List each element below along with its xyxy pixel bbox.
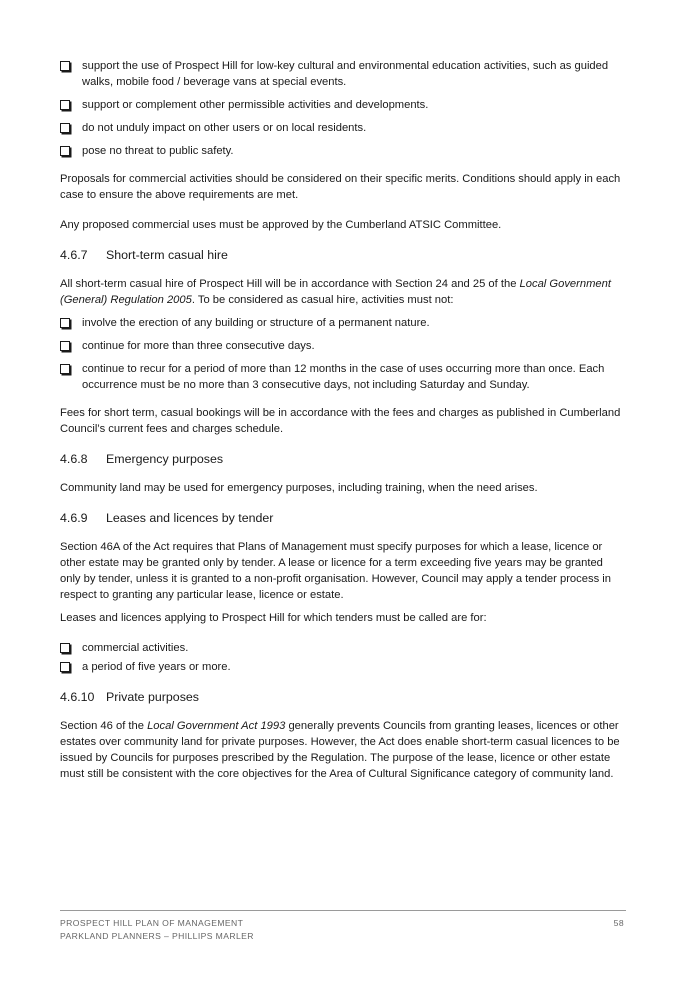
section-number: 4.6.9 (60, 511, 88, 525)
section-heading-4-6-9 (60, 510, 626, 526)
casual-hire-intro: All short-term casual hire of Prospect Hill will be in accordance with Section 24 and 25 of the Local Government (General) Regulation 2005. To be considered as casual hire, activities must not: (60, 278, 611, 306)
checkbox-bullet-icon (60, 146, 70, 156)
section-number: 4.6.10 (60, 690, 95, 704)
section-heading-4-6-10 (60, 689, 626, 705)
casual-hire-list (60, 315, 626, 393)
list-item: involve the erection of any building or structure of a permanent nature. (60, 315, 626, 331)
section-heading-4-6-7 (60, 247, 626, 263)
list-item: pose no threat to public safety. (60, 143, 626, 159)
list-item: support the use of Prospect Hill for low-key cultural and environmental education activities, such as guided walks, mobile food / beverage vans at special events. (60, 58, 626, 90)
checkbox-bullet-icon (60, 643, 70, 653)
checkbox-bullet-icon (60, 318, 70, 328)
checkbox-bullet-icon (60, 364, 70, 374)
list-item: continue to recur for a period of more than 12 months in the case of uses occurring more than once. Each occurrence must be no more than 3 consecutive days, not including Saturday and Sunday. (60, 361, 626, 393)
checkbox-bullet-icon (60, 123, 70, 133)
section-heading-4-6-8 (60, 451, 626, 467)
private-purposes-paragraph: Section 46 of the Local Government Act 1993 generally prevents Councils from granting leases, licences or other estates over community land for private purposes. However, the Act does enable short-term casual licences to be issued by Councils for purposes prescribed by the Regulation. The purpose of the lease, licence or other estate must still be consistent with the core objectives for the Area of Cultural Significance category of community land. (60, 720, 620, 780)
section-title: Emergency purposes (106, 452, 224, 466)
list-item: support or complement other permissible activities and developments. (60, 97, 626, 113)
list-item: commercial activities. (60, 640, 626, 656)
act-title: Local Government Act 1993 (147, 720, 286, 732)
list-item: a period of five years or more. (60, 659, 626, 675)
list-item: do not unduly impact on other users or on local residents. (60, 120, 626, 136)
section-title: Leases and licences by tender (106, 511, 274, 525)
section-title: Short-term casual hire (106, 248, 228, 262)
tender-list-intro: Leases and licences applying to Prospect Hill for which tenders must be called are for: (60, 612, 487, 624)
emergency-paragraph: Community land may be used for emergency purposes, including training, when the need arises. (60, 482, 538, 494)
checkbox-bullet-icon (60, 61, 70, 71)
tender-paragraph: Section 46A of the Act requires that Plans of Management must specify purposes for which a lease, licence or other estate may be granted only by tender. A lease or licence for a term exceeding five years may be granted only by tender, unless it is granted to a non-profit organisation. However, Council may apply a tender process in respect to granting any particular lease, licence or estate. (60, 541, 611, 601)
page-number: 58 (613, 918, 624, 928)
checkbox-bullet-icon (60, 662, 70, 672)
commercial-requirements-list (60, 58, 626, 159)
document-page (60, 58, 626, 796)
footer-authors: PARKLAND PLANNERS – PHILLIPS MARLER (60, 931, 254, 941)
section-number: 4.6.8 (60, 452, 88, 466)
commercial-approval-paragraph: Any proposed commercial uses must be approved by the Cumberland ATSIC Committee. (60, 219, 502, 231)
list-item: continue for more than three consecutive days. (60, 338, 626, 354)
commercial-paragraph: Proposals for commercial activities should be considered on their specific merits. Conditions should apply in each case to ensure the above requirements are met. (60, 173, 621, 201)
fees-paragraph: Fees for short term, casual bookings will be in accordance with the fees and charges as published in Cumberland Council’s current fees and charges schedule. (60, 407, 621, 435)
checkbox-bullet-icon (60, 100, 70, 110)
tender-list (60, 640, 626, 675)
checkbox-bullet-icon (60, 341, 70, 351)
footer-document-title: PROSPECT HILL PLAN OF MANAGEMENT (60, 918, 244, 928)
section-title: Private purposes (106, 690, 199, 704)
page-footer (60, 910, 626, 943)
regulation-title: Local Government (General) Regulation 2005 (60, 278, 611, 306)
section-number: 4.6.7 (60, 248, 88, 262)
